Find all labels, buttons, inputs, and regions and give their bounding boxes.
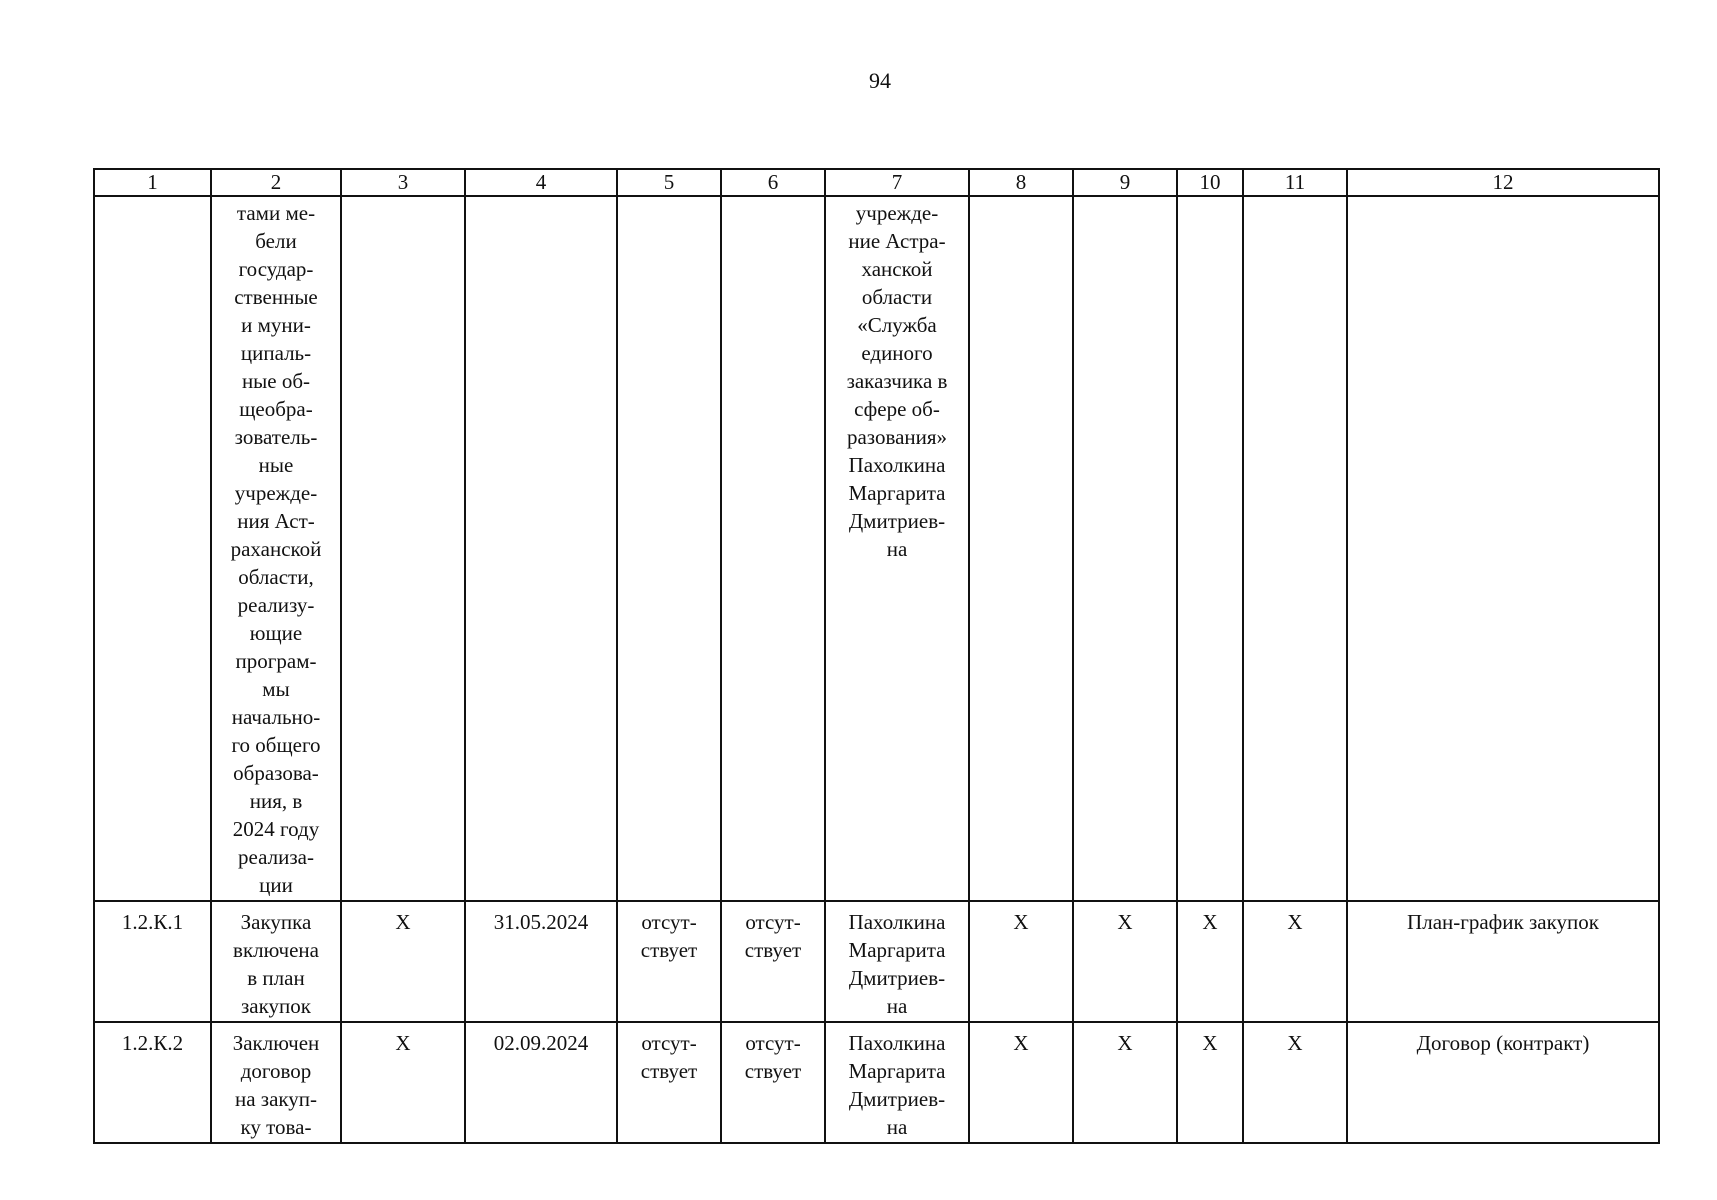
column-number: 8 [969,169,1073,196]
table-cell: 1.2.К.2 [94,1022,211,1143]
table-cell [341,196,465,901]
table-cell: учрежде- ние Астра- ханской области «Служба единого заказчика в сфере об- разования» Пахолкина Маргарита Дмитриев- на [825,196,969,901]
table-cell: отсут- ствует [721,901,825,1022]
column-number: 11 [1243,169,1347,196]
table-cell: Х [341,901,465,1022]
column-number: 4 [465,169,617,196]
table-cell [1243,196,1347,901]
table-cell [465,196,617,901]
table-cell: Х [969,901,1073,1022]
table-cell [617,196,721,901]
table-cell: Х [1073,901,1177,1022]
table-cell [721,196,825,901]
table-cell [94,196,211,901]
table-cell: отсут- ствует [617,901,721,1022]
page-number: 94 [869,68,891,93]
table-cell [1177,196,1243,901]
column-number: 5 [617,169,721,196]
column-number: 2 [211,169,341,196]
table-cell: Х [1243,901,1347,1022]
table-cell: Пахолкина Маргарита Дмитриев- на [825,1022,969,1143]
table-cell: Договор (контракт) [1347,1022,1659,1143]
table-cell: 31.05.2024 [465,901,617,1022]
column-number: 7 [825,169,969,196]
column-number: 3 [341,169,465,196]
table-cell: Х [1177,1022,1243,1143]
column-number: 6 [721,169,825,196]
table-cell: отсут- ствует [721,1022,825,1143]
table-cell [969,196,1073,901]
table-cell: Пахолкина Маргарита Дмитриев- на [825,901,969,1022]
plan-table [93,168,1660,1144]
table-row [94,1022,1659,1143]
table-cell: Заключен договор на закуп- ку това- [211,1022,341,1143]
table-cell: отсут- ствует [617,1022,721,1143]
column-number-row [94,169,1659,196]
table-row [94,901,1659,1022]
column-number: 9 [1073,169,1177,196]
column-number: 10 [1177,169,1243,196]
table-cell: Х [969,1022,1073,1143]
table-cell: Х [341,1022,465,1143]
table-cell: Х [1177,901,1243,1022]
table-cell: План-график закупок [1347,901,1659,1022]
table-cell: 1.2.К.1 [94,901,211,1022]
table-cell [1073,196,1177,901]
table-cell: тами ме- бели государ- ственные и муни- ципаль- ные об- щеобра- зователь- ные учрежде- ния Аст- раханской области, реализу- ющие програм- мы начально- го общего образова- ния, в 2024 году реализа- ции [211,196,341,901]
column-number: 1 [94,169,211,196]
table-cell [1347,196,1659,901]
continuation-row [94,196,1659,901]
table-cell: Х [1073,1022,1177,1143]
column-number: 12 [1347,169,1659,196]
table-cell: 02.09.2024 [465,1022,617,1143]
table-cell: Закупка включена в план закупок [211,901,341,1022]
table-cell: Х [1243,1022,1347,1143]
